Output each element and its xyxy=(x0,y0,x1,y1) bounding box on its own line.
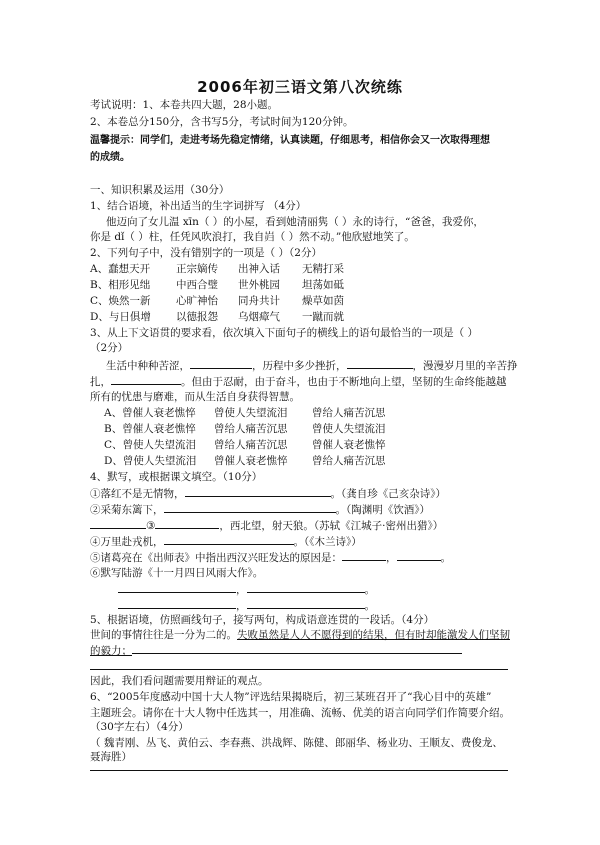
q2-option-d-3: 乌烟瘴气 xyxy=(238,311,280,323)
q2-option-b-2: 中西合璧 xyxy=(176,279,218,291)
q4-item-3: ③ ，西北望，射天狼。（苏轼《江城子·密州出猎》） xyxy=(90,518,443,533)
q5-passage-1: 世间的事情往往是一分为二的。失败虽然是人人不愿得到的结果，但有时却能激发人们坚韧 xyxy=(90,629,510,641)
q5-passage-2: 的毅力； xyxy=(90,643,462,658)
tip-line-2: 的成绩。 xyxy=(90,152,130,163)
q2-option-d-2: 以德报怨 xyxy=(176,311,218,323)
question-1-stem: 1、结合语境，补出适当的生字词拼写 （4分） xyxy=(90,200,307,212)
section-heading: 一、知识积累及运用（30分） xyxy=(90,184,230,196)
exam-instructions-2: 2、本卷总分150分，含书写5分，考试时间为120分钟。 xyxy=(90,116,354,128)
q2-option-a-3: 出神入话 xyxy=(238,263,280,275)
q3-option-a-1: A、曾催人衰老憔悴 xyxy=(104,407,196,419)
question-6-names-2: 聂海胜） xyxy=(90,751,132,763)
q2-option-c-1: C、焕然一新 xyxy=(90,295,151,307)
q2-option-d-4: 一蹴而就 xyxy=(302,311,344,323)
q2-option-c-3: 同舟共计 xyxy=(238,295,280,307)
q3-option-b-2: 曾给人痛苦沉思 xyxy=(214,423,288,435)
question-2-stem: 2、下列句子中，没有错别字的一项是（ ）（2分） xyxy=(90,247,322,259)
question-3-passage-3: 所有的忧患与磨难，而从生活自身获得智慧。 xyxy=(90,391,300,403)
q2-option-a-2: 正宗嫡传 xyxy=(176,263,218,275)
q4-item-4: ④万里赴戎机， 。（《木兰诗》） xyxy=(90,536,362,548)
q2-option-d-1: D、与日俱增 xyxy=(90,311,151,323)
q4-item-2: ②采菊东篱下， 。（陶渊明《饮酒》） xyxy=(90,504,430,516)
q3-option-d-3: 曾给人痛苦沉思 xyxy=(312,455,386,467)
q4-item-6: ⑥默写陆游《十一月四日风雨大作》。 xyxy=(90,567,264,579)
q3-option-b-3: 曾使人失望流泪 xyxy=(312,423,386,435)
q3-option-d-2: 曾催人衰老憔悴 xyxy=(214,455,288,467)
q2-option-c-2: 心旷神怡 xyxy=(176,295,218,307)
q2-option-a-4: 无精打采 xyxy=(302,263,344,275)
question-3-passage-2: 扎， 。但由于忍耐，由于奋斗，也由于不断地向上望，坚韧的生命终能越越 xyxy=(90,376,507,388)
q4-answer-line-2: ， 。 xyxy=(90,598,375,613)
question-4-stem: 4、默写，或根据课文填空。（10分） xyxy=(90,471,263,483)
question-6-stem-2: 主题班会。请你在十大人物中任选其一，用准确、流畅、优美的语言向同学们作简要介绍。 xyxy=(90,707,510,719)
q3-option-b-1: B、曾催人衰老憔悴 xyxy=(104,423,196,435)
question-6-score: （30字左右）（4分） xyxy=(90,721,189,733)
q5-answer-line xyxy=(90,669,508,670)
question-1-text-1: 他迈向了女儿温 xīn（ ）的小屋，看到她清丽隽（ ）永的诗行，“爸爸，我爱你， xyxy=(106,216,484,228)
q3-option-c-1: C、曾使人失望流泪 xyxy=(104,439,197,451)
question-3-score: （2分） xyxy=(90,342,129,354)
page-title: 2006年初三语文第八次统练 xyxy=(197,78,403,96)
q3-option-c-3: 曾催人衰老憔悴 xyxy=(312,439,386,451)
question-6-stem-1: 6、“2005年度感动中国十大人物”评选结果揭晓后，初三某班召开了“我心目中的英雄” xyxy=(90,691,492,703)
q2-option-a-1: A、蠢想天开 xyxy=(90,263,151,275)
q5-passage-3: 因此，我们看问题需要用辩证的观点。 xyxy=(90,675,269,687)
q2-option-b-1: B、相形见绌 xyxy=(90,279,151,291)
q3-option-a-2: 曾使人失望流泪 xyxy=(214,407,288,419)
exam-instructions: 考试说明：1、本卷共四大题，28小题。 xyxy=(90,99,279,111)
q2-option-b-3: 世外桃园 xyxy=(238,279,280,291)
question-3-passage-1: 生活中种种苦涩， ，历程中多少挫折， ，漫漫岁月里的辛苦挣 xyxy=(106,360,518,372)
question-6-names-1: （ 魏青刚、丛飞、黄伯云、李春燕、洪战辉、陈健、郎丽华、杨业功、王顺友、费俊龙、 xyxy=(90,737,503,749)
q4-item-1: ①落红不是无情物， 。（龚自珍《己亥杂诗》） xyxy=(90,488,446,500)
q3-option-c-2: 曾给人痛苦沉思 xyxy=(214,439,288,451)
answer-line xyxy=(90,770,508,771)
q2-option-c-4: 燥草如茵 xyxy=(302,295,344,307)
q3-option-d-1: D、曾使人失望流泪 xyxy=(104,455,197,467)
tip-line-1: 温馨提示：同学们，走进考场先稳定情绪，认真读题，仔细思考，相信你会又一次取得理想 xyxy=(90,135,490,146)
q2-option-b-4: 坦荡如砥 xyxy=(302,279,344,291)
q4-item-5: ⑤诸葛亮在《出师表》中指出西汉兴旺发达的原因是： ， 。 xyxy=(90,552,451,564)
question-3-stem: 3、从上下文语贯的要求看，依次填入下面句子的横线上的语句最恰当的一项是（ ） xyxy=(90,327,479,339)
q3-option-a-3: 曾给人痛苦沉思 xyxy=(312,407,386,419)
q4-answer-line-1: ， 。 xyxy=(90,582,375,597)
question-1-text-2: 你是 dǐ（ ）柱，任凭风吹浪打，我自岿（ ）然不动。”他欣慰地笑了。 xyxy=(90,231,415,243)
question-5-stem: 5、根据语境，仿照画线句子，接写两句，构成语意连贯的一段话。（4分） xyxy=(90,614,435,626)
